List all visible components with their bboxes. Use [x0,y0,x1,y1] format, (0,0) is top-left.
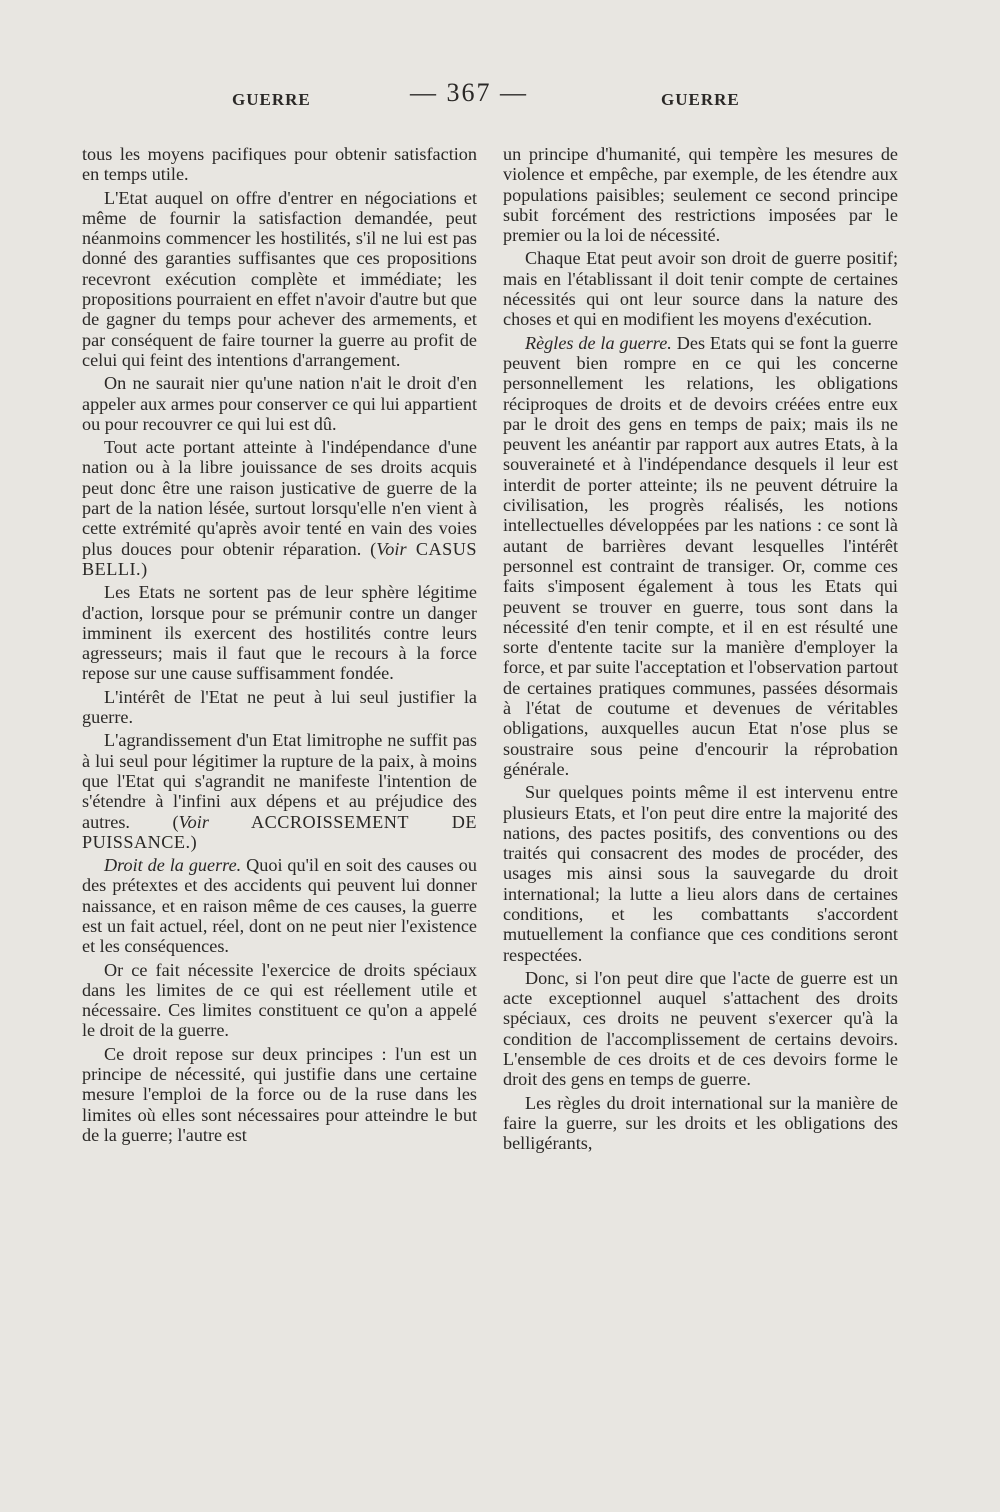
paragraph: L'intérêt de l'Etat ne peut à lui seul justifier la guerre. [82,686,477,728]
cross-reference: ACCROISSEMENT DE PUISSANCE.) [82,811,477,852]
paragraph: L'Etat auquel on offre d'entrer en négociations et même de fournir la satisfaction demandée, peut néanmoins commencer les hostilités, s'il ne lui est pas donné des garanties suffisantes que ces propositions recevront exécution complète et immédiate; les propositions pourraient en effet n'avoir d'autre but que de gagner du temps pour achever des armements, et par conséquent de faire tourner la guerre au profit de celui qui feint des intentions d'arrangement. [82,187,477,370]
paragraph: Ce droit repose sur deux principes : l'un est un principe de nécessité, qui justifie dans une certaine mesure l'emploi de la force ou de la ruse dans les limites où elles sont nécessaires pour atteindre le but de la guerre; l'autre est [82,1043,477,1145]
paragraph: Or ce fait nécessite l'exercice de droits spéciaux dans les limites de ce qui est réellement utile et nécessaire. Ces limites constituent ce qu'on a appelé le droit de la guerre. [82,959,477,1041]
paragraph [82,730,477,852]
paragraph-text: Tout acte portant atteinte à l'indépendance d'une nation ou à la libre jouissance de ses droits acquis peut donc être une raison justicative de guerre de la part de la nation lésée, surtout lorsqu'elle n'en vient à cette extrémité qu'après avoir tenté en vain des voies plus douces pour obtenir réparation. ( [82,437,477,559]
left-column [82,144,477,1148]
paragraph: Donc, si l'on peut dire que l'acte de guerre est un acte exceptionnel auquel s'attachent des droits spéciaux, ces droits ne peuvent s'exercer qu'à la condition de l'accomplissement de certains devoirs. L'ensemble de ces droits et de ces devoirs forme le droit des gens en temps de guerre. [503,967,898,1090]
paragraph [503,333,898,780]
paragraph: Chaque Etat peut avoir son droit de guerre positif; mais en l'établissant il doit tenir compte de certaines nécessités qui ont leur source dans la nature des choses et qui en modifient les moyens d'exécution. [503,248,898,330]
running-header [0,78,1000,118]
paragraph: Les règles du droit international sur la manière de faire la guerre, sur les droits et les obligations des belligérants, [503,1092,898,1154]
voir-reference: Voir [376,538,407,559]
voir-reference: Voir [178,811,209,832]
paragraph: Les Etats ne sortent pas de leur sphère légitime d'action, lorsque pour se prémunir contre un danger imminent ils exercent des hostilités contre leurs agresseurs; mais il faut que le recours à la force repose sur une cause suffisamment fondée. [82,582,477,684]
header-left-title: GUERRE [232,90,311,109]
paragraph [82,437,477,579]
header-right-title: GUERRE [661,90,740,109]
paragraph: Sur quelques points même il est intervenu entre plusieurs Etats, et l'on peut dire entre la majorité des nations, des pactes positifs, des conventions ou des traités qui consacrent des modes de procéder, des usages mis ainsi sous la sauvegarde du droit international; la lutte a lieu alors dans de certaines conditions, et les combattants s'accordent mutuellement la confiance que ces conditions seront respectées. [503,782,898,965]
paragraph-text: L'agrandissement d'un Etat limitrophe ne suffit pas à lui seul pour légitimer la rupture de la paix, à moins que l'Etat qui s'agrandit ne manifeste l'intention de s'étendre à l'infini aux dépens et au préjudice des autres. ( [82,730,477,832]
paragraph: On ne saurait nier qu'une nation n'ait le droit d'en appeler aux armes pour conserver ce qui lui appartient ou pour recouvrer ce qui lui est dû. [82,373,477,434]
paragraph: tous les moyens pacifiques pour obtenir satisfaction en temps utile. [82,144,477,185]
cross-reference: CASUS BELLI.) [82,538,477,579]
right-column [503,144,898,1157]
paragraph-text: Des Etats qui se font la guerre peuvent bien rompre en ce qui les concerne personnellement les relations, les obligations réciproques de droits et de devoirs créées entre eux par le droit des gens en temps de paix; mais ils ne peuvent les anéantir par rapport aux autres Etats, à la souveraineté et à l'indépendance desquels il leur est interdit de porter atteinte; ils ne peuvent détruire la civilisation, les progrès réalisés, les notions intellectuelles développées par les nations : ce sont là autant de barrières devant lesquelles l'intérêt personnel est contraint de transiger. Or, comme ces faits s'imposent également à tous les Etats qui peuvent se trouver en guerre, tous sont dans la nécessité d'en tenir compte, et il en est résulté une sorte d'entente tacite sur la manière d'employer la force, et par suite l'acceptation et l'observation partout de certaines pratiques communes, passées désormais à l'état de coutume et devenues de véritables obligations, auxquelles aucun Etat n'ose plus se soustraire sous peine d'encourir la réprobation générale. [503,332,898,779]
paragraph [82,855,477,956]
section-heading: Règles de la guerre. [525,332,672,353]
page-number: — 367 — [410,78,528,107]
paragraph: un principe d'humanité, qui tempère les mesures de violence et empêche, par exemple, de les étendre aux populations paisibles; seulement ce second principe subit forcément des restrictions imposées par le premier ou la loi de nécessité. [503,144,898,246]
paragraph-text: Quoi qu'il en soit des causes ou des prétextes et des accidents qui peuvent lui donner naissance, et en raison même de ces causes, la guerre est un fait actuel, réel, dont on ne peut nier l'existence et les conséquences. [82,855,477,957]
section-heading: Droit de la guerre. [104,855,242,876]
